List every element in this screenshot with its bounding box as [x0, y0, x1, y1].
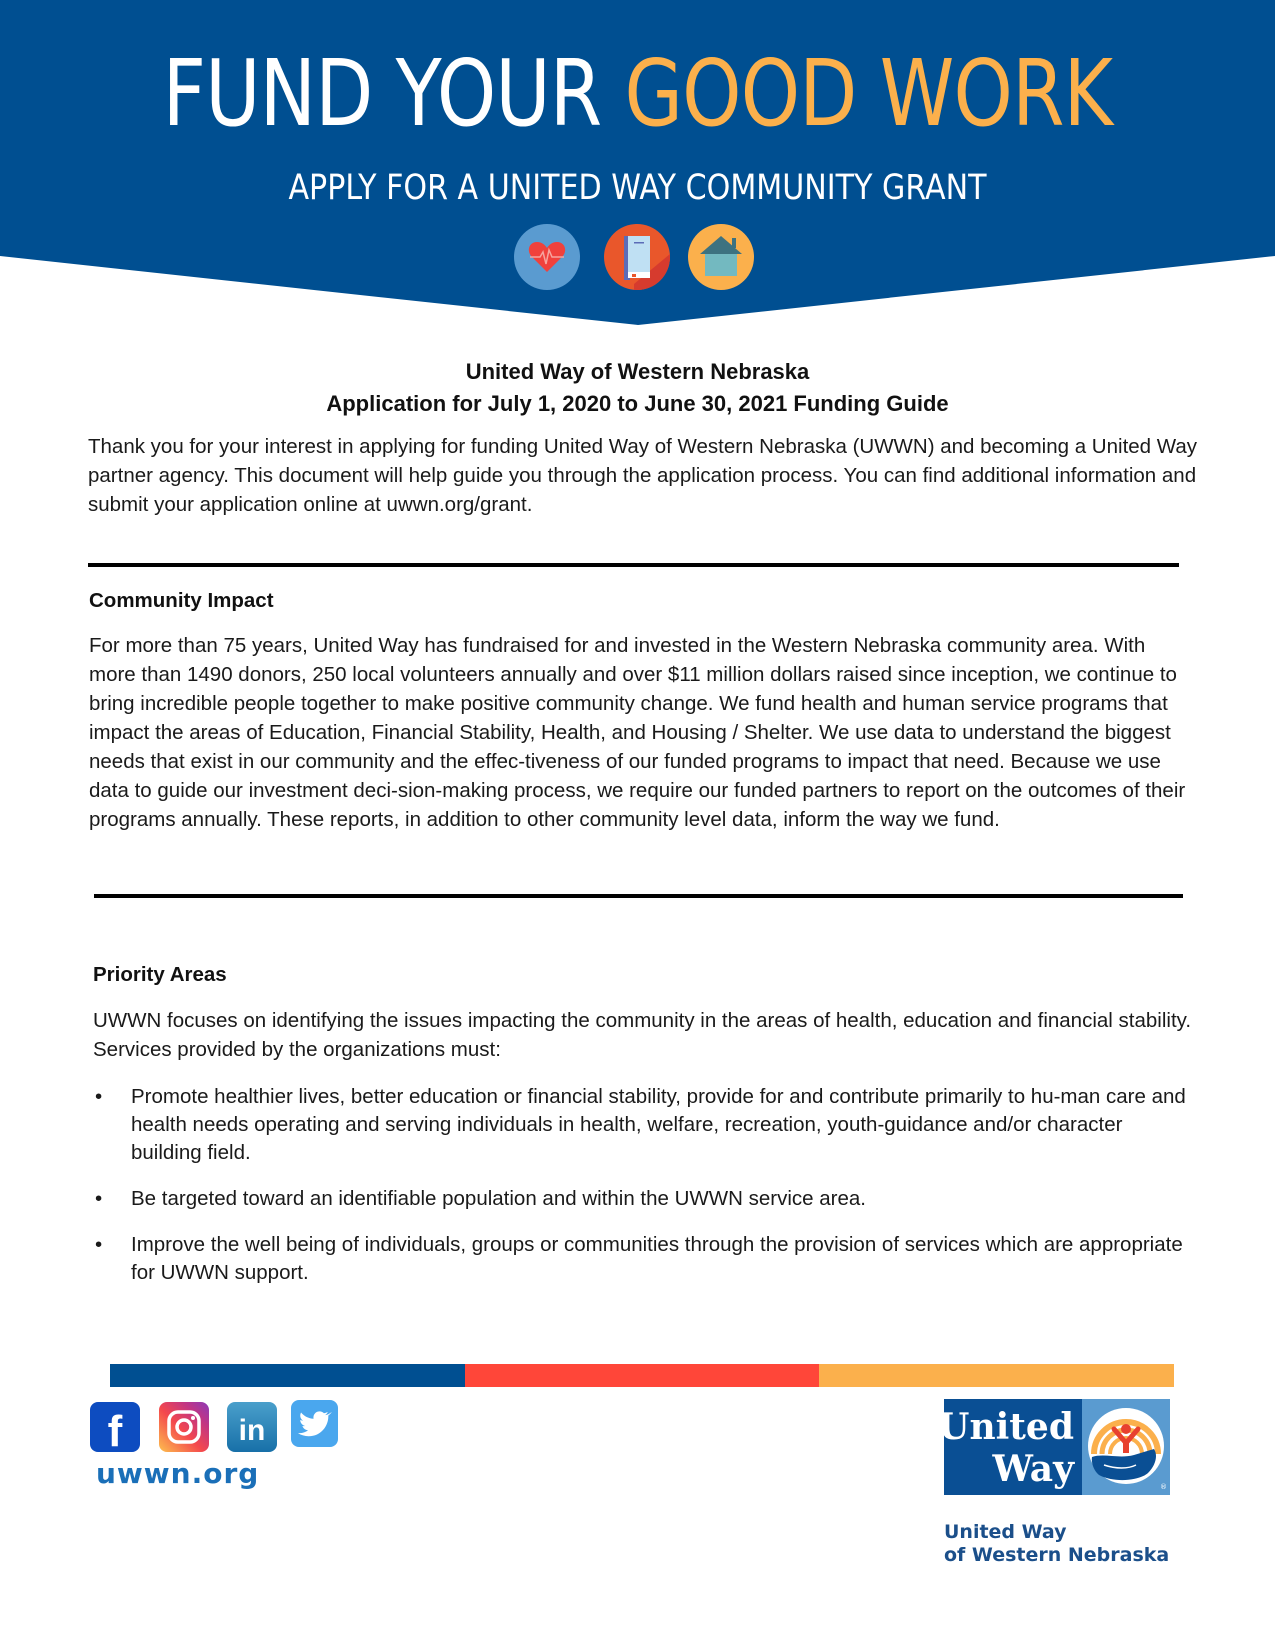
svg-text:Way: Way — [992, 1448, 1074, 1490]
facebook-icon[interactable] — [90, 1402, 140, 1452]
intro-paragraph: Thank you for your interest in applying for funding United Way of Western Nebraska (UWWN) and becoming a United Way partner agency. This document will help guide you through the application process. You can find additional information and submit your application online at uwwn.org/grant. — [88, 435, 1198, 516]
svg-text:in: in — [238, 1414, 266, 1447]
section-heading-priority-areas: Priority Areas — [93, 963, 227, 986]
bullet-icon: • — [95, 1085, 103, 1108]
headline-white: FUND YOUR — [162, 40, 602, 147]
instagram-icon[interactable] — [159, 1402, 209, 1452]
list-item — [93, 1185, 1193, 1213]
banner-subheadline: APPLY FOR A UNITED WAY COMMUNITY GRANT — [288, 168, 987, 208]
list-item-text: Improve the well being of individuals, groups or communities through the provision of services which are appropriate for UWWN support. — [131, 1233, 1183, 1284]
list-item-text: Be targeted toward an identifiable population and within the UWWN service area. — [131, 1187, 866, 1210]
doc-title: Application for July 1, 2020 to June 30, 2021 Funding Guide — [326, 391, 949, 416]
priority-requirements-list — [93, 1083, 1193, 1305]
svg-text:®: ® — [1160, 1483, 1167, 1491]
linkedin-icon[interactable] — [227, 1402, 277, 1452]
headline-orange: GOOD WORK — [624, 40, 1113, 147]
united-way-logo — [944, 1399, 1170, 1495]
org-title: United Way of Western Nebraska — [465, 359, 810, 384]
color-bar-orange — [819, 1364, 1174, 1387]
list-item — [93, 1083, 1193, 1167]
org-name-line1: United Way — [944, 1521, 1067, 1543]
book-education-icon — [604, 224, 670, 290]
heart-health-icon — [514, 224, 580, 290]
section-divider — [88, 563, 1179, 567]
svg-text:United: United — [944, 1406, 1074, 1448]
bullet-icon: • — [95, 1187, 103, 1210]
section-heading-community-impact: Community Impact — [89, 589, 274, 612]
section-divider — [94, 894, 1183, 898]
org-name-footer — [944, 1521, 1169, 1567]
bullet-icon: • — [95, 1233, 103, 1256]
house-shelter-icon — [688, 224, 754, 290]
list-item-text: Promote healthier lives, better education or financial stability, provide for and contribute primarily to hu-man care and health needs operating and serving individuals in health, welfare, recreation, youth-guidance and/or character building field. — [131, 1085, 1186, 1164]
color-bar-blue — [110, 1364, 465, 1387]
header-banner — [0, 0, 1275, 330]
document-title-block — [0, 356, 1275, 420]
community-impact-paragraph: For more than 75 years, United Way has fundraised for and invested in the Western Nebraska community area. With more than 1490 donors, 250 local volunteers annually and over $11 million dollars raised since inception, we continue to bring incredible people together to make positive community change. We fund health and human service programs that impact the areas of Education, Financial Stability, Health, and Housing / Shelter. We use data to understand the biggest needs that exist in our community and the effec-tiveness of our funded programs to impact that need. Because we use data to guide our investment deci-sion-making process, we require our funded partners to report on the outcomes of their programs annually. These reports, in addition to other community level data, inform the way we fund. — [89, 634, 1186, 831]
org-name-line2: of Western Nebraska — [944, 1544, 1170, 1566]
svg-text:f: f — [107, 1407, 123, 1452]
banner-headline — [115, 40, 1161, 147]
color-bar-red — [465, 1364, 819, 1387]
twitter-icon[interactable] — [291, 1400, 338, 1447]
priority-areas-paragraph: UWWN focuses on identifying the issues impacting the community in the areas of health, education and financial stability. Services provided by the organizations must: — [93, 1009, 1192, 1061]
website-link[interactable]: uwwn.org — [96, 1457, 260, 1490]
list-item — [93, 1231, 1193, 1287]
